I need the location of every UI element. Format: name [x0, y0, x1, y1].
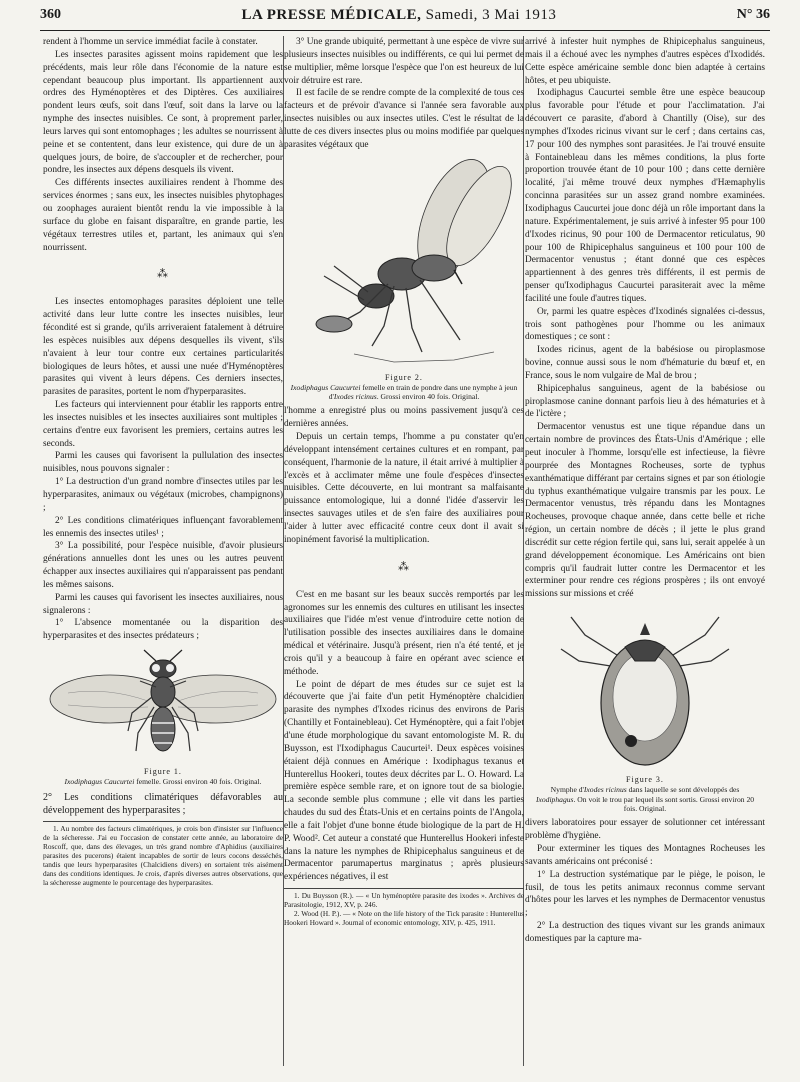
paragraph: arrivé à infester huit nymphes de Rhipicephalus sanguineus, mais il a échoué avec les nymphes d'autres espèces d'Ixodidés. Cette espèce américaine semble donc bien adaptée à certains hôtes, et peu ubiquiste.: [525, 37, 765, 86]
species-name: Ixodiphagus: [535, 794, 574, 804]
caption-text: . On voit le trou par lequel ils sont sortis. Grossi environ 20 fois. Original.: [573, 794, 755, 813]
paragraph: Pour exterminer les tiques des Montagnes Rocheuses les savants américains ont préconisé :: [525, 844, 765, 867]
page-number: 360: [40, 7, 61, 22]
paragraph: 3° Une grande ubiquité, permettant à une espèce de vivre sur plusieurs insectes nuisibles ou indifférents, ce qui lui permet de se multiplier, même lorsque l'espèce que l'on est heureux de lui voir détruire est rare.: [284, 37, 524, 86]
issue-number: N° 36: [736, 7, 770, 22]
footnotes: [43, 821, 283, 887]
figure-3-title: Figure 3.: [626, 775, 664, 785]
section-separator: ⁂: [157, 268, 169, 281]
paragraph: Ixodes ricinus, agent de la babésiose ou piroplasmose bovine, connue aussi sous le nom d'hématurie du bœuf et, en France, sous le nom vulgaire de Mal de brou ;: [525, 345, 765, 381]
paragraph: Les insectes entomophages parasites déploient une telle activité dans leur lutte contre les insectes nuisibles, leur fécondité est si grande, qu'ils arriveraient fatalement à détruire les espèces nuisibles aux dépens desquelles ils vivent, s'ils n'avaient à leur tour contre eux certaines particularités biologiques de leurs hôtes, et aussi une nuée d'Hyménoptères parasites qui vivent à leurs dépens. Ces derniers insectes, parasites de parasites, portent le nom d'hyperparasites.: [43, 297, 283, 398]
paragraph: Parmi les causes qui favorisent la pullulation des insectes nuisibles, nous pouvons signaler :: [43, 451, 283, 475]
list-item: 3° La possibilité, pour l'espèce nuisible, d'avoir plusieurs générations annuelles dont les unes ou les autres peuvent échapper aux insectes auxiliaires qui n'apparaissent pas pendant les mêmes saisons.: [43, 541, 283, 590]
caption-text: femelle. Grossi environ 40 fois. Original.: [134, 777, 262, 787]
list-item: 2° La destruction des tiques vivant sur les grands animaux domestiques par la capture ma-: [525, 921, 765, 944]
paragraph: C'est en me basant sur les beaux succès remportés par les agronomes sur les ennemis des cultures en utilisant les insectes auxiliaires que l'idée m'est venue d'introduire cette notion de l'utilisation possible des insectes auxiliaires dans le domaine médical et vétérinaire. Jusqu'à présent, rien n'a été tenté, et je crois qu'il y a beaucoup à faire en opérant avec science et méthode.: [284, 589, 524, 677]
paragraph: Ces différents insectes auxiliaires rendent à l'homme des services énormes ; sans eux, les insectes nuisibles phytophages ou zoophages auraient bientôt rendu la vie impossible à la surface du globe en faisant disparaître, en grande partie, les végétaux terrestres utiles et, partant, les animaux qui s'en nourrissent.: [43, 178, 283, 253]
figure-3: [525, 605, 765, 813]
species-name: Ixodiphagus Caucurtei: [64, 777, 135, 787]
column-middle: [284, 36, 524, 928]
list-item: 2° Les conditions climatériques influençant favorablement les ennemis des insectes utiles¹ ;: [43, 515, 283, 539]
paragraph: Les insectes parasites agissent moins rapidement que les précédents, mais leur rôle dans l'économie de la nature est cependant beaucoup plus important. Ils appartiennent aux ordres des Hyménoptères et des Diptères. Ces auxiliaires pondent leurs œufs, soit dans l'œuf, soit dans la larve ou la nymphe des insectes nuisibles. Ce sont, à proprement parler, leurs larves qui sont entomophages ; les adultes se nourrissent à peine et se contentent, dans leur existence, qui dure de un à quelques jours, de boire, de s'accoupler et de rechercher, pour pondre, les insectes aux dépens desquels ils vivent.: [43, 49, 283, 176]
journal-name: LA PRESSE MÉDICALE,: [241, 6, 422, 23]
paragraph: Il est facile de se rendre compte de la complexité de tous ces facteurs et de prévoir d'avance si l'année sera favorable aux insectes nuisibles ou aux insectes utiles. C'est le résultat de la lutte de ces divers insectes plus ou moins modifiée par quelques parasites végétaux que: [284, 88, 524, 150]
footnote: 1. Du Buysson (R.). — « Un hyménoptère parasite des ixodes ». Archives de Parasitologie, 1912, XV, p. 246.: [284, 891, 524, 909]
paragraph: Le point de départ de mes études sur ce sujet est la découverte que j'ai faite d'un petit Hyménoptère chalcidien parasite des nymphes d'Ixodes ricinus des environs de Paris (Chantilly et Fontainebleau). Cet Hyménoptère, qui a fait l'objet d'une étude morphologique du savant entomologiste M. R. du Buysson, est l'Ixodiphagus Caucurtei¹. Deux espèces voisines étaient déjà connues en Amérique : Ixodiphagus texanus et Hunterellus Hookeri, toutes deux décrites par L. O. Howard. La première espèce semble rare, et on ignore tout de sa biologie. La seconde semble plus commune ; elle vit dans les parties chaudes du sud des États-Unis et en certains points de l'Angola, elle a fait l'objet d'une bonne étude biologique de la part de H. P. Wood². Cet auteur a constaté que Hunterellus Hookeri infeste dans la nature les nymphes de Rhipicephalus sanguineus et de Dermacentor parumapertus marginatus ; après plusieurs expériences négatives, il est: [284, 679, 524, 883]
species-name: Ixodes ricinus: [333, 392, 377, 401]
paragraph: Or, parmi les quatre espèces d'Ixodinés signalées ci-dessus, trois sont pathogènes pour l'homme ou les animaux domestiques ; ce sont :: [525, 306, 765, 343]
caption-text: femelle en train de pondre dans une nymphe à jeun d': [328, 382, 518, 401]
paragraph: Les facteurs qui interviennent pour établir les rapports entre les insectes nuisibles et les insectes auxiliaires sont multiples ; certains d'entre eux favorisent les premiers, certains autres les seconds.: [43, 400, 283, 449]
figure-1: [43, 647, 283, 786]
paragraph: Ixodiphagus Caucurtei semble être une espèce beaucoup plus favorable pour l'étude et pour l'acclimatation. J'ai découvert ce parasite, d'abord à Chantilly (Oise), sur des nymphes d'Ixodes ricinus vivant sur le cerf ; dans certains cas, 17 pour 100 des nymphes sont parasitées. Je l'ai trouvé ensuite à Fontainebleau dans les mêmes conditions, la plus forte proportion trouvée étant de 10 pour 100 ; dans cette dernière localité, j'ai même trouvé deux nymphes d'Hæmaphylis concinna parasitées sur un assez grand nombre examinées. Ixodiphagus Caucurtei joue donc déjà un rôle important dans la nature. Expérimentalement, je suis arrivé à infester 95 pour 100 d'Ixodes ricinus, 90 pour 100 de Dermacentor reticulatus, 90 pour 100 de Rhipicephalus sanguineus et 100 pour 100 de Dermacentor venustus ; étant donné que ces espèces appartiennent à des genres très différents, il est permis de penser qu'Ixodiphagus Caucurtei parasiterait avec la même facilité une foule d'autres tiques.: [525, 88, 765, 304]
paragraph: Depuis un certain temps, l'homme a pu constater qu'en développant intensément certaines cultures et en rompant, par conséquent, l'harmonie de la nature, il était arrivé à multiplier à l'excès et à acclimater même une foule d'espèces d'insectes nuisibles. Cette découverte, en lui montrant sa malfaisante puissance entomologique, lui a donné l'idée d'asservir les insectes sauvages utiles et de s'en faire des auxiliaires pour l'aider à lutter avec efficacité contre ceux dont il avait si inopinément favorisé la multiplication.: [284, 432, 524, 545]
paragraph: divers laboratoires pour essayer de solutionner cet intéressant problème d'hygiène.: [525, 818, 765, 842]
paragraph: 2° Les conditions climatériques défavorables au développement des hyperparasites ;: [43, 791, 283, 816]
footnotes: [284, 888, 524, 928]
figure-1-caption: [43, 777, 283, 786]
paragraph: Rhipicephalus sanguineus, agent de la babésiose ou piroplasmose canine donnant parfois lieu à des hématuries et à de l'ictère ;: [525, 383, 765, 420]
paragraph: Parmi les causes qui favorisent les insectes auxiliaires, nous signalerons :: [43, 592, 283, 616]
caption-text: . Grossi environ 40 fois. Original.: [376, 392, 480, 401]
paragraph: rendent à l'homme un service immédiat facile à constater.: [43, 37, 258, 47]
paragraph: Dermacentor venustus est une tique répandue dans un certain nombre de provinces des États-Unis d'Amérique ; elle peut inoculer à l'homme, lorsqu'elle est infectieuse, la fièvre pourprée des Montagnes Rocheuses, sorte de typhus exanthématique différant par certains signes et par son étiologie du typhus exanthématique vulgaire transmis par les poux. Le Dermacentor venustus, très répandu dans les Montagnes Rocheuses, provoque chaque année, dans cette belle et riche région, un certain nombre de décès ; il jette le plus grand discrédit sur cette région fertile qui, sans lui, serait appelée à un grand développement économique. Les Américains ont bien compris qu'il faudrait lutter contre les Dermacentor et les exterminer pour rendre ces régions prospères ; ils ont envoyé missions sur missions et créé: [525, 422, 765, 600]
issue-date: Samedi, 3 Mai 1913: [425, 6, 557, 23]
footnote: 2. Wood (H. P.). — « Note on the life history of the Tick parasite : Hunterellus Hookeri Howard ». Journal of economic entomology, XIV, p. 425, 1911.: [284, 908, 524, 927]
column-left: [43, 36, 283, 888]
figure-2: [284, 156, 524, 402]
figure-1-title: Figure 1.: [144, 767, 182, 777]
section-separator: ⁂: [398, 560, 410, 573]
figure-2-title: Figure 2.: [385, 372, 423, 382]
wasp-illustration: [48, 647, 278, 765]
page-header: [40, 0, 770, 31]
paragraph: l'homme a enregistré plus ou moins passivement jusqu'à ces dernières années.: [284, 406, 524, 430]
figure-3-caption: [525, 785, 765, 813]
caption-text: dans laquelle se sont développés des: [626, 785, 740, 795]
footnote: 1. Au nombre des facteurs climatériques, je crois bon d'insister sur l'influence de la sécheresse. J'ai eu l'occasion de constater cette année, au laboratoire de Roscoff, que, dans des élevages, un très grand nombre d'Aphidius (auxiliaires parasites des pucerons) étaient incapables de sortir de leurs cocons desséchés, tandis que leurs hyperparasites (Chalcidiens divers) en sortaient très aisément dans des conditions identiques. Je crois, d'après diverses autres observations, que la sécheresse augmente le pourcentage des hyperparasites.: [43, 824, 283, 887]
caption-text: Nymphe d': [550, 785, 584, 795]
journal-title: [241, 7, 556, 24]
list-item: 1° La destruction d'un grand nombre d'insectes utiles par les hyperparasites, animaux ou végétaux (microbes, champignons) ;: [43, 477, 283, 513]
figure-2-caption: [284, 383, 524, 402]
species-name: Ixodes ricinus: [583, 785, 627, 795]
species-name: Ixodiphagus Caucurtei: [290, 382, 361, 392]
list-item: 1° La destruction systématique par le piège, le poison, le fusil, de tous les petits animaux reconnus comme servant d'hôtes pour les larves et les nymphes de Dermacentor venustus ;: [525, 869, 765, 919]
wasp-ovipositing-illustration: [294, 156, 514, 371]
list-item: 1° L'absence momentanée ou la disparition des hyperparasites et des insectes prédateurs ;: [43, 618, 283, 642]
tick-nymph-illustration: [545, 605, 745, 773]
column-right: [525, 36, 765, 946]
